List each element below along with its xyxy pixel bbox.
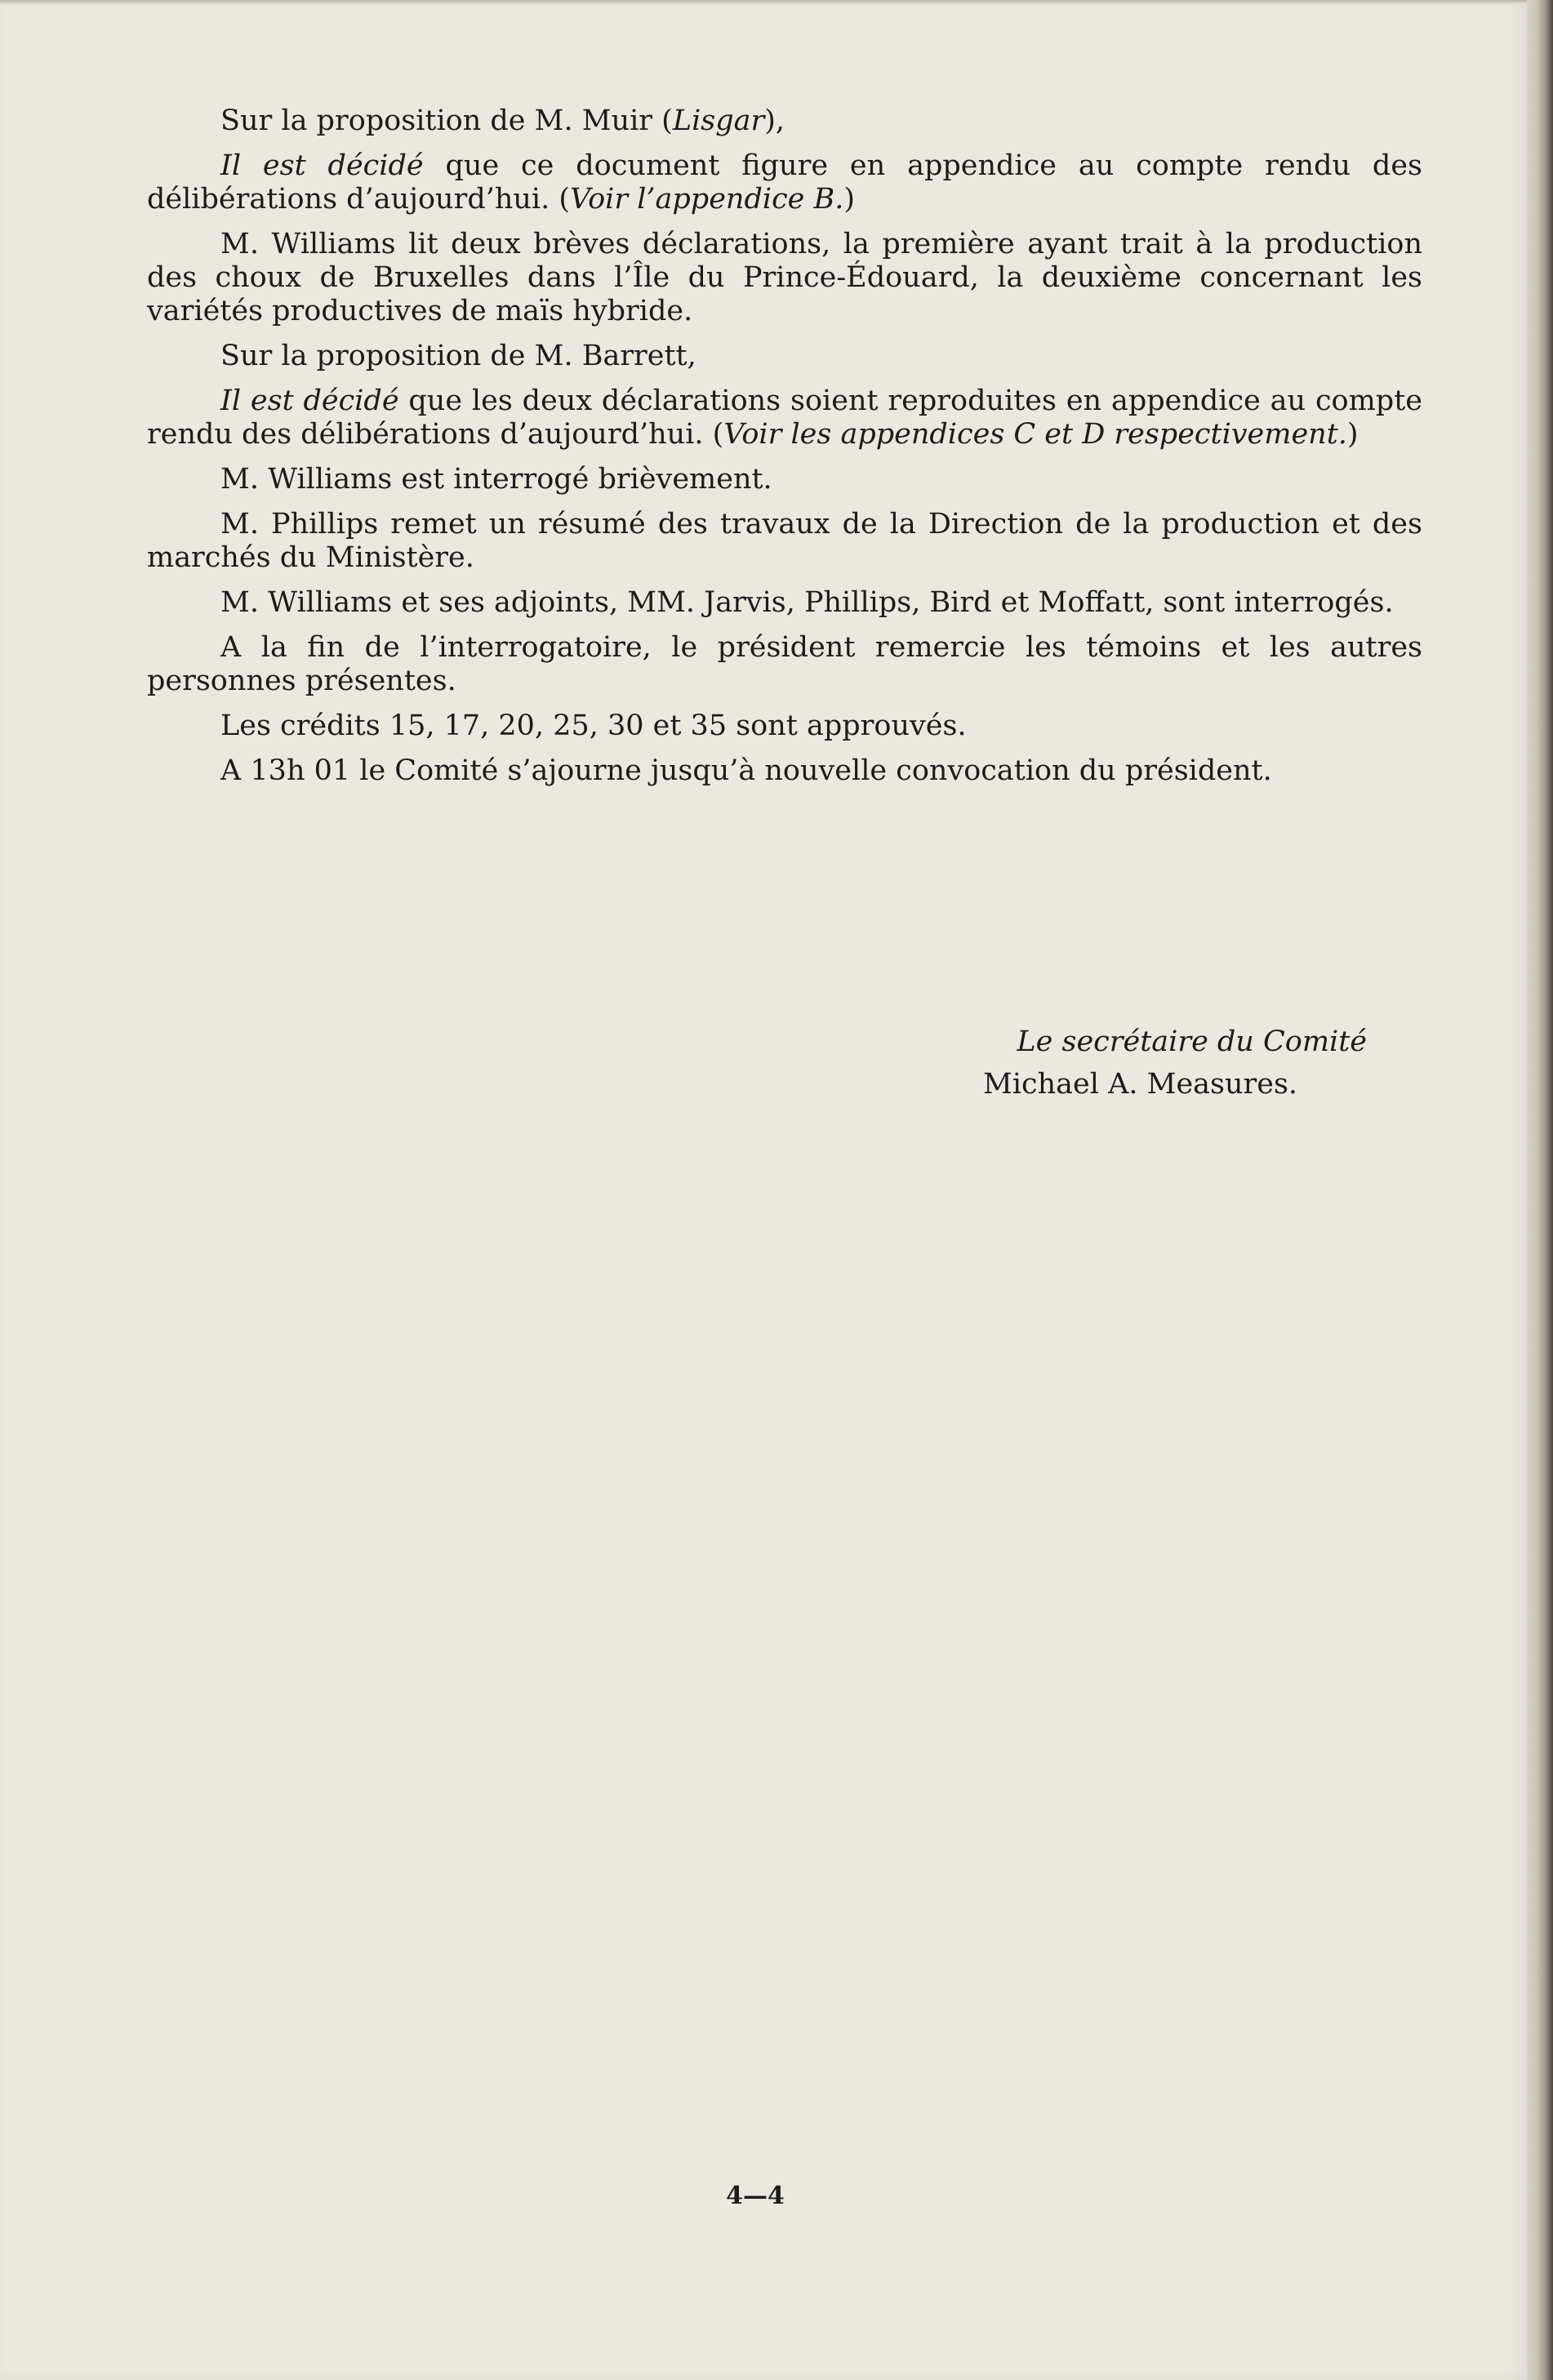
text-run: Sur la proposition de M. Muir ( xyxy=(220,105,673,137)
paragraph-president-thanks xyxy=(147,631,1422,698)
appendix-reference: Voir l’appendice B. xyxy=(570,183,844,216)
page-binding-edge xyxy=(1527,0,1553,2380)
text-run: A la fin de l’interrogatoire, le président remercie les témoins et les autres personnes présentes. xyxy=(147,631,1422,697)
text-run: Sur la proposition de M. Barrett, xyxy=(220,340,696,372)
paragraph-credits-approved xyxy=(147,710,1422,743)
paragraph-resolution-appendix-b xyxy=(147,149,1422,216)
page-number: 4—4 xyxy=(726,2182,785,2210)
text-run: A 13h 01 le Comité s’ajourne jusqu’à nouvelle convocation du président. xyxy=(220,754,1272,787)
text-run: M. Williams et ses adjoints, MM. Jarvis, Phillips, Bird et Moffatt, sont interrogés. xyxy=(220,586,1394,619)
paragraph-williams-questioned xyxy=(147,463,1422,496)
text-run: ) xyxy=(843,183,856,216)
resolution-phrase: Il est décidé xyxy=(220,385,399,417)
body-text xyxy=(147,105,1422,799)
signature-block xyxy=(914,1021,1372,1105)
text-run: Les crédits 15, 17, 20, 25, 30 et 35 sont approuvés. xyxy=(220,710,967,742)
page-top-edge xyxy=(0,0,1553,5)
resolution-phrase: Il est décidé xyxy=(220,149,424,182)
appendix-reference: Voir les appendices C et D respectivement. xyxy=(723,418,1347,451)
paragraph-williams-statements xyxy=(147,228,1422,328)
signature-title: Le secrétaire du Comité xyxy=(1017,1025,1367,1058)
paragraph-adjoints-questioned xyxy=(147,586,1422,620)
paragraph-motion-barrett xyxy=(147,340,1422,373)
text-run: ), xyxy=(764,105,785,137)
paragraph-motion-muir xyxy=(147,105,1422,138)
text-run: que ce document figure en appendice au compte rendu des délibérations d’aujourd’hui. ( xyxy=(147,149,1422,216)
paragraph-resolution-appendices-c-d xyxy=(147,385,1422,452)
text-run: M. Phillips remet un résumé des travaux de la Direction de la production et des marchés du Ministère. xyxy=(147,508,1422,574)
signature-name: Michael A. Measures. xyxy=(983,1068,1298,1101)
riding-name: Lisgar xyxy=(672,105,765,137)
paragraph-phillips-summary xyxy=(147,508,1422,575)
text-run: M. Williams est interrogé brièvement. xyxy=(220,463,772,496)
text-run: ) xyxy=(1346,418,1359,451)
paragraph-adjournment xyxy=(147,754,1422,788)
text-run: que les deux déclarations soient reproduites en appendice au compte rendu des délibérations d’aujourd’hui. ( xyxy=(147,385,1422,451)
text-run: M. Williams lit deux brèves déclarations, la première ayant trait à la production des choux de Bruxelles dans l’Île du Prince-Édouard, la deuxième concernant les variétés productives de maïs hybride. xyxy=(147,228,1422,327)
